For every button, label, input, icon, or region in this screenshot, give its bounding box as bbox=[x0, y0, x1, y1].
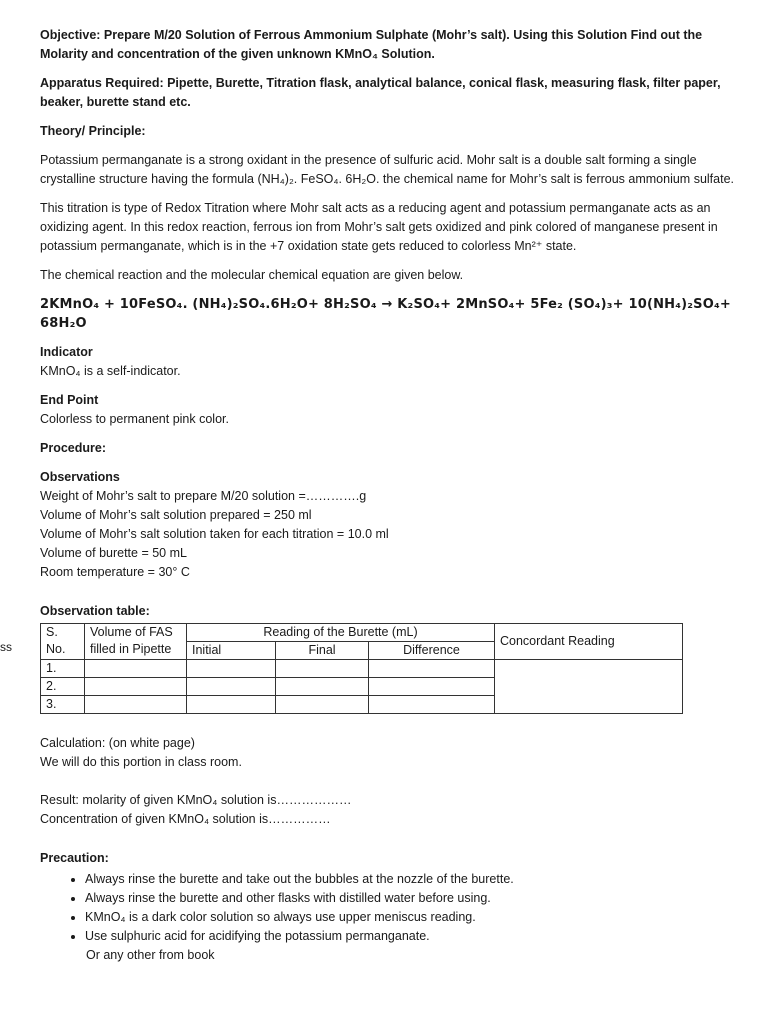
row-number: 1. bbox=[41, 660, 85, 678]
cell-volume bbox=[85, 678, 187, 696]
row-number: 3. bbox=[41, 696, 85, 714]
observation-line: Weight of Mohr’s salt to prepare M/20 solution =………….g bbox=[40, 489, 367, 503]
stray-text: ss bbox=[0, 640, 12, 654]
precaution-item: • KMnO₄ is a dark color solution so always use upper meniscus reading. bbox=[85, 908, 740, 927]
precaution-heading: Precaution: bbox=[40, 851, 109, 865]
cell-initial bbox=[187, 660, 276, 678]
cell-volume bbox=[85, 696, 187, 714]
header-volume: Volume of FAS filled in Pipette bbox=[85, 624, 187, 660]
theory-paragraph-2: This titration is type of Redox Titration where Mohr salt acts as a reducing agent and potassium permanganate acts as an oxidizing agent. In this redox reaction, ferrous ion from Mohr’s salt gets oxidized and pink colored of manganese present in potassium permanganate, which is in the +7 oxidation state gets reduced to colorless Mn²⁺ state. bbox=[40, 201, 718, 253]
header-final: Final bbox=[276, 642, 369, 660]
calculation-line-1: Calculation: (on white page) bbox=[40, 736, 195, 750]
document-page bbox=[40, 26, 740, 965]
header-sno: S. No. bbox=[41, 624, 85, 660]
procedure-heading: Procedure: bbox=[40, 441, 106, 455]
precaution-item: • Always rinse the burette and take out the bubbles at the nozzle of the burette. bbox=[85, 870, 740, 889]
theory-paragraph-1: Potassium permanganate is a strong oxidant in the presence of sulfuric acid. Mohr salt is a double salt forming a single crystalline structure having the formula (NH₄)₂. FeSO₄. 6H₂O. the chemical name for Mohr’s salt is ferrous ammonium sulfate. bbox=[40, 153, 734, 186]
chemical-equation: 2KMnO₄ + 10FeSO₄. (NH₄)₂SO₄.6H₂O+ 8H₂SO₄ → K₂SO₄+ 2MnSO₄+ 5Fe₂ (SO₄)₃+ 10(NH₄)₂SO₄+ 68H₂O bbox=[40, 297, 731, 331]
observation-line: Volume of burette = 50 mL bbox=[40, 546, 187, 560]
precaution-item: • Use sulphuric acid for acidifying the potassium permanganate. bbox=[85, 927, 740, 946]
cell-difference bbox=[369, 660, 495, 678]
indicator-text: KMnO₄ is a self-indicator. bbox=[40, 364, 181, 378]
precaution-item: • Always rinse the burette and other flasks with distilled water before using. bbox=[85, 889, 740, 908]
row-number: 2. bbox=[41, 678, 85, 696]
reaction-intro: The chemical reaction and the molecular chemical equation are given below. bbox=[40, 268, 464, 282]
header-initial: Initial bbox=[187, 642, 276, 660]
observation-table bbox=[40, 623, 683, 714]
observations-heading: Observations bbox=[40, 470, 120, 484]
objective: Objective: Prepare M/20 Solution of Ferrous Ammonium Sulphate (Mohr’s salt). Using this Solution Find out the Molarity and concentration of the given unknown KMnO₄ Solution. bbox=[40, 28, 703, 61]
calculation-line-2: We will do this portion in class room. bbox=[40, 755, 242, 769]
cell-difference bbox=[369, 678, 495, 696]
result-line-1: Result: molarity of given KMnO₄ solution is……………… bbox=[40, 793, 352, 807]
indicator-heading: Indicator bbox=[40, 345, 93, 359]
cell-volume bbox=[85, 660, 187, 678]
table-header-row bbox=[41, 624, 683, 642]
observation-table-heading: Observation table: bbox=[40, 604, 150, 618]
header-concordant: Concordant Reading bbox=[495, 624, 683, 660]
observation-line: Room temperature = 30° C bbox=[40, 565, 190, 579]
table-row bbox=[41, 660, 683, 678]
theory-heading: Theory/ Principle: bbox=[40, 124, 146, 138]
observation-line: Volume of Mohr’s salt solution taken for each titration = 10.0 ml bbox=[40, 527, 389, 541]
precaution-last-line: Or any other from book bbox=[86, 948, 215, 962]
apparatus: Apparatus Required: Pipette, Burette, Titration flask, analytical balance, conical flask, measuring flask, filter paper, beaker, burette stand etc. bbox=[40, 76, 721, 109]
cell-initial bbox=[187, 696, 276, 714]
cell-final bbox=[276, 660, 369, 678]
cell-initial bbox=[187, 678, 276, 696]
cell-difference bbox=[369, 696, 495, 714]
cell-final bbox=[276, 696, 369, 714]
endpoint-text: Colorless to permanent pink color. bbox=[40, 412, 229, 426]
result-line-2: Concentration of given KMnO₄ solution is…………… bbox=[40, 812, 331, 826]
precaution-list bbox=[40, 870, 740, 946]
cell-concordant bbox=[495, 660, 683, 714]
observation-line: Volume of Mohr’s salt solution prepared = 250 ml bbox=[40, 508, 312, 522]
header-burette-reading: Reading of the Burette (mL) bbox=[187, 624, 495, 642]
cell-final bbox=[276, 678, 369, 696]
endpoint-heading: End Point bbox=[40, 393, 99, 407]
header-difference: Difference bbox=[369, 642, 495, 660]
